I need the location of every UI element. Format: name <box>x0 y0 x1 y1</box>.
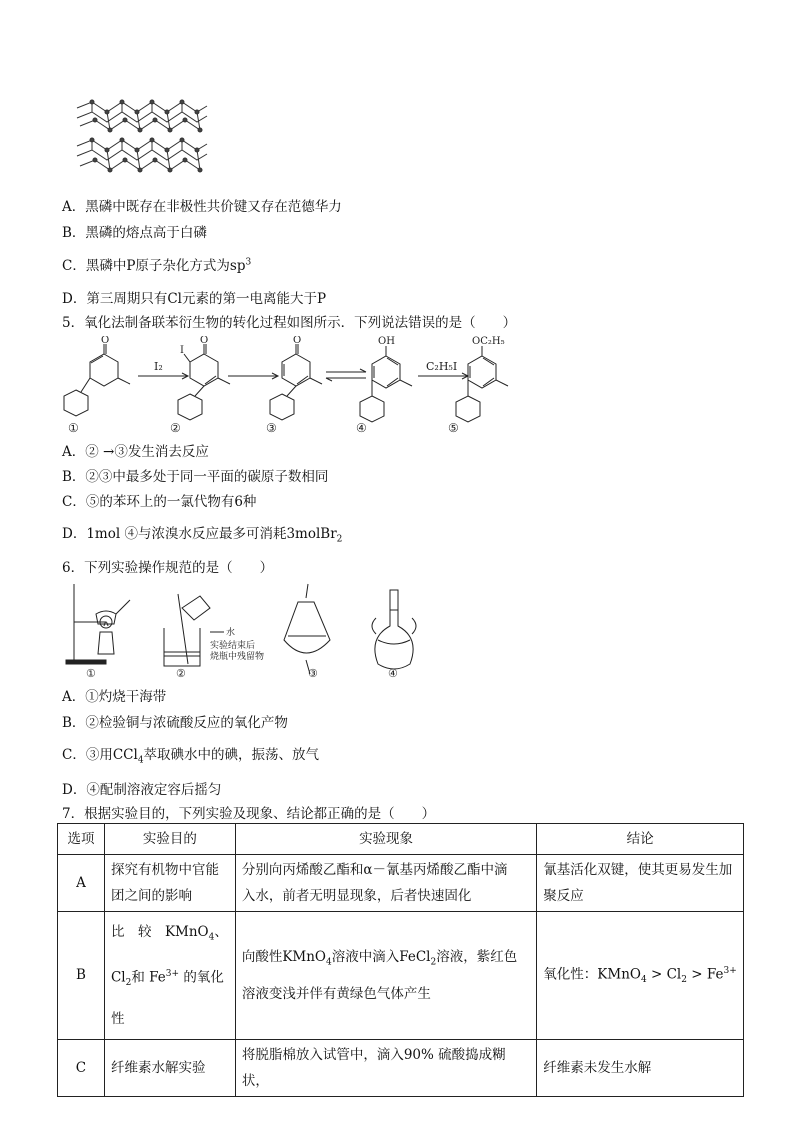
row-b-purpose-2-sup: 3+ <box>165 968 180 979</box>
row-c-conclusion: 纤维素未发生水解 <box>537 1039 744 1096</box>
row-b-phen-1-c: 溶液，紫红色 <box>436 948 518 965</box>
row-b-purpose-2-c: 的氧化 <box>179 969 224 986</box>
q5-option-b: B．②③中最多处于同一平面的碳原子数相同 <box>62 469 329 485</box>
q7-stem: 7．根据实验目的，下列实验及现象、结论都正确的是（ ） <box>62 806 436 822</box>
q6-option-c-pre: C．③用CCl <box>62 747 138 763</box>
q5-num-4: ④ <box>356 421 367 434</box>
row-b-concl-sub2: 2 <box>681 975 687 986</box>
q5-stem: 5．氧化法制备联苯衍生物的转化过程如图所示．下列说法错误的是（ ） <box>62 315 517 331</box>
row-b-phenomenon <box>235 912 536 1040</box>
q5-num-2: ② <box>170 421 181 434</box>
q5-o-label-1: O <box>101 336 110 346</box>
q5-num-5: ⑤ <box>448 421 459 434</box>
table-header-row <box>58 824 744 855</box>
row-b-phen-1-sub1: 4 <box>326 957 332 968</box>
q5-option-c: C．⑤的苯环上的一氯代物有6种 <box>62 494 257 510</box>
q6-num-3: ③ <box>308 667 318 680</box>
row-c-phenomenon: 将脱脂棉放入试管中，滴入90% 硫酸捣成糊状， <box>235 1039 536 1096</box>
q6-option-b: B．②检验铜与浓硫酸反应的氧化产物 <box>62 715 288 731</box>
q5-num-1: ① <box>68 421 79 434</box>
table-row <box>58 855 744 912</box>
row-b-purpose-1-sub: 4 <box>208 932 215 943</box>
row-a-concl-1: 氰基活化双键，使其更易发生加 <box>543 862 733 878</box>
q6-note-line1: 实验结束后 <box>210 641 256 651</box>
q6-num-2: ② <box>176 667 186 680</box>
row-a-phen-1: 分别向丙烯酸乙酯和α－氰基丙烯酸乙酯中滴 <box>241 862 508 878</box>
row-a-purpose-1: 探究有机物中官能 <box>110 862 219 878</box>
q5-o-label-3: O <box>293 336 302 346</box>
q4-option-d: D．第三周期只有Cl元素的第一电离能大于P <box>62 291 327 307</box>
row-b-phen-1-b: 溶液中滴入FeCl <box>331 948 431 965</box>
q5-reagent-i2: I₂ <box>154 360 163 373</box>
q5-option-d-text: D．1mol ④与浓溴水反应最多可消耗3molBr <box>62 526 337 542</box>
q5-oc2h5-label: OC₂H₅ <box>472 336 505 347</box>
row-a-phenomenon <box>235 855 536 912</box>
q4-option-c-sup: 3 <box>245 257 252 268</box>
row-b-purpose-3: 性 <box>110 1010 125 1027</box>
row-a-concl-2: 聚反应 <box>543 888 584 904</box>
header-purpose: 实验目的 <box>104 824 235 855</box>
row-b-purpose-1-end: 、 <box>214 924 228 940</box>
row-b-purpose <box>104 912 235 1040</box>
q6-option-c <box>62 743 319 766</box>
row-b-conclusion <box>537 912 744 1040</box>
row-b-concl-c: > Fe <box>686 966 724 983</box>
row-b-phen-2: 溶液变浅并伴有黄绿色气体产生 <box>241 986 431 1003</box>
header-phenomenon: 实验现象 <box>235 824 536 855</box>
q5-option-a: A．② →③发生消去反应 <box>62 444 209 460</box>
q6-apparatus-figure <box>60 580 420 680</box>
row-b-purpose-2-a: Cl <box>110 969 126 986</box>
row-b-purpose-2 <box>111 956 229 1001</box>
q6-option-d: D．④配制溶液定容后摇匀 <box>62 782 222 798</box>
q5-reaction-scheme <box>60 336 520 434</box>
table-row <box>58 912 744 1040</box>
row-b-purpose-1-text: 比 较 KMnO <box>110 924 209 940</box>
q5-oh-label: OH <box>378 336 395 347</box>
black-phosphorus-structure-figure <box>72 98 212 178</box>
q7-table <box>57 823 744 1097</box>
table-row <box>58 1039 744 1096</box>
q5-o-label-2: O <box>200 336 209 346</box>
row-a-conclusion <box>537 855 744 912</box>
row-b-purpose-2-b: 和 Fe <box>131 969 166 986</box>
row-b-concl-sup: 3+ <box>723 965 737 976</box>
row-a-purpose-2: 团之间的影响 <box>110 888 192 904</box>
row-c-option: C <box>58 1039 105 1096</box>
q5-reagent-c2h5i: C₂H₅I <box>426 360 458 373</box>
row-b-purpose-1 <box>111 914 229 956</box>
q5-option-d-sub: 2 <box>336 534 343 545</box>
q4-option-c <box>62 254 251 274</box>
row-b-phen-1 <box>242 941 530 979</box>
row-b-purpose-2-sub: 2 <box>125 977 132 988</box>
q6-option-a: A．①灼烧干海带 <box>62 689 167 705</box>
header-option: 选项 <box>58 824 105 855</box>
q6-num-1: ① <box>86 667 96 680</box>
row-b-concl-sub1: 4 <box>640 975 647 986</box>
q6-option-c-post: 萃取碘水中的碘，振荡、放气 <box>143 747 320 763</box>
q4-option-a: A．黑磷中既存在非极性共价键又存在范德华力 <box>62 199 342 215</box>
row-a-option: A <box>58 855 105 912</box>
header-conclusion: 结论 <box>537 824 744 855</box>
row-b-option: B <box>58 912 105 1040</box>
q4-option-b: B．黑磷的熔点高于白磷 <box>62 225 207 241</box>
row-c-purpose: 纤维素水解实验 <box>104 1039 235 1096</box>
row-a-purpose <box>104 855 235 912</box>
q6-water-label: 水 <box>226 628 236 638</box>
q5-num-3: ③ <box>266 421 277 434</box>
q6-num-4: ④ <box>388 667 398 680</box>
q5-option-d <box>62 522 342 545</box>
q6-note-line2: 烧瓶中残留物 <box>210 652 265 662</box>
row-b-concl-b: > Cl <box>646 966 682 983</box>
row-b-phen-1-sub2: 2 <box>430 957 437 968</box>
row-b-concl-a: 氧化性：KMnO <box>543 966 641 983</box>
q5-i-label: I <box>180 345 184 356</box>
q6-stem: 6．下列实验操作规范的是（ ） <box>62 560 274 576</box>
row-a-phen-2: 入水，前者无明显现象，后者快速固化 <box>241 888 472 904</box>
row-b-phen-1-a: 向酸性KMnO <box>241 948 326 965</box>
q6-option-c-sub: 4 <box>137 755 144 766</box>
q4-option-c-text: C．黑磷中P原子杂化方式为sp <box>62 258 246 274</box>
